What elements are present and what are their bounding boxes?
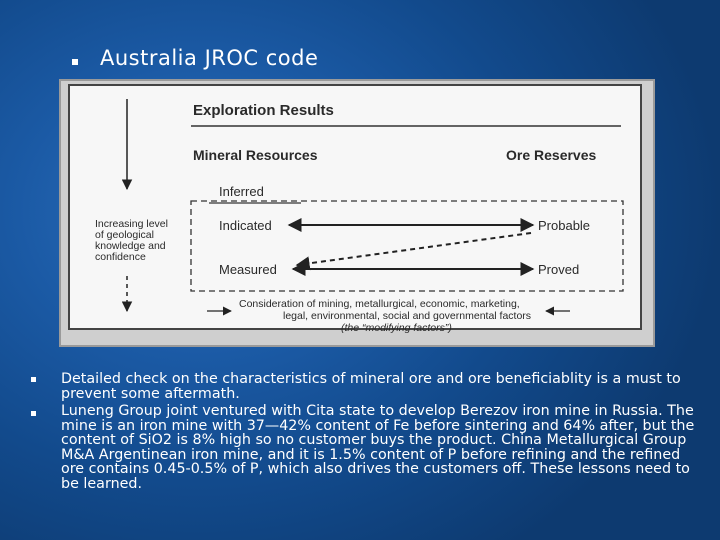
modifying-factors-line3: (the “modifying factors”) (341, 322, 452, 334)
probable-label: Probable (538, 218, 591, 233)
confidence-label-1: Increasing level (95, 218, 168, 230)
modifying-factors-line2: legal, environmental, social and governmental factors (283, 310, 532, 322)
diagram-panel (69, 85, 641, 329)
title-bullet (72, 59, 78, 65)
measured-label: Measured (219, 262, 277, 277)
jorc-diagram (59, 79, 655, 347)
confidence-label-3: knowledge and (95, 240, 166, 252)
bullet-1-marker (31, 377, 36, 382)
modifying-factors-line1: Consideration of mining, metallurgical, economic, marketing, (239, 298, 520, 310)
confidence-label-4: confidence (95, 251, 146, 263)
indicated-label: Indicated (219, 218, 272, 233)
confidence-label-2: of geological (95, 229, 154, 241)
bullet-1-text: Detailed check on the characteristics of mineral ore and ore beneficiablity is a must to prevent some aftermath. (61, 371, 681, 402)
mineral-resources-label: Mineral Resources (193, 147, 318, 163)
ore-reserves-label: Ore Reserves (506, 147, 597, 163)
slide-title: Australia JROC code (100, 46, 319, 70)
exploration-results-label: Exploration Results (193, 102, 334, 119)
proved-label: Proved (538, 262, 580, 277)
inferred-label: Inferred (219, 184, 264, 199)
jorc-diagram-svg (61, 81, 653, 345)
bullet-2-text: Luneng Group joint ventured with Cita state to develop Berezov iron mine in Russia. The mine is an iron mine with 37—42% content of Fe before sintering and 64% after, but the content of SiO2 is 8% high so no customer buys the product. China Metallurgical Group M&A Argentinean iron mine, and it is 1.5% content of P before refining and the refined ore contains 0.45-0.5% of P, which also drives the customers off. These lessons need to be learned. (61, 403, 695, 492)
bullet-2-marker (31, 411, 36, 416)
